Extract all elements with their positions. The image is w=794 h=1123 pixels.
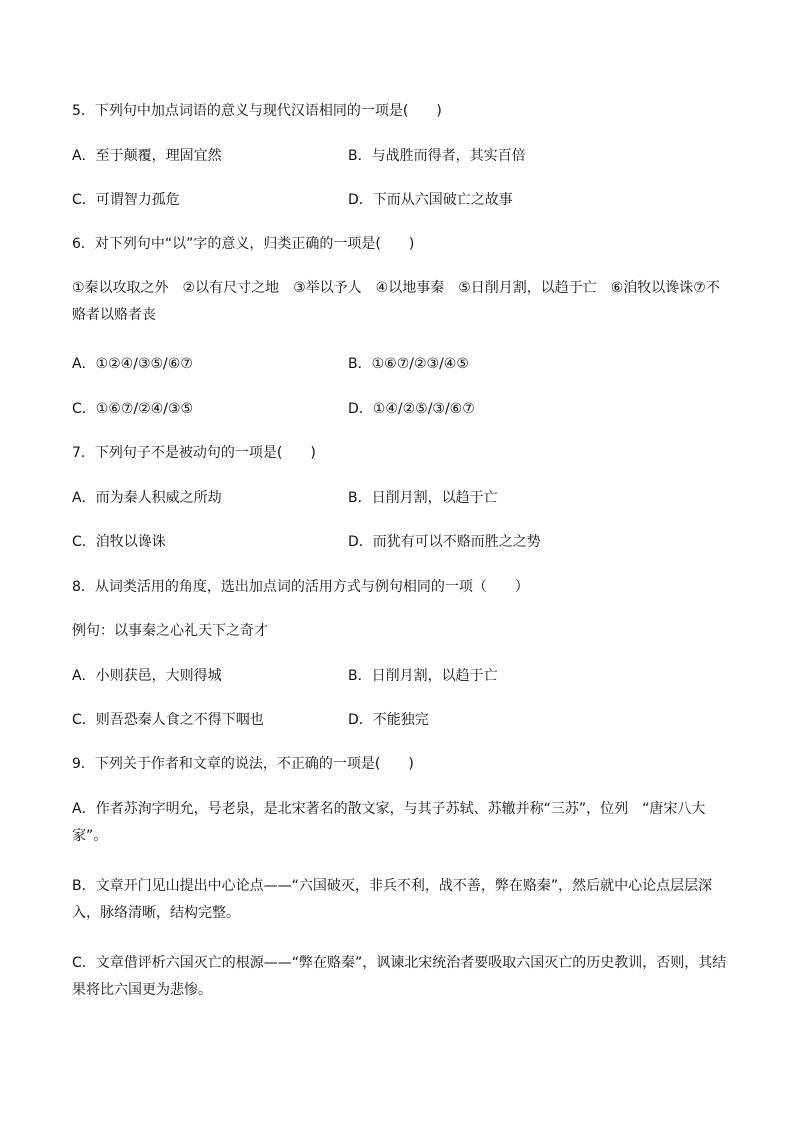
question-8-option-d: D．不能独完 (348, 712, 429, 728)
question-7-option-a: A．而为秦人积威之所劫 (72, 490, 222, 506)
question-7-stem: 7．下列句子不是被动句的一项是( ) (72, 445, 316, 461)
question-9-option-c: C．文章借评析六国灭亡的根源——“弊在赂秦”，讽谏北宋统治者要吸取六国灭亡的历史教训，否则，其结果将比六国更为悲惨。 (72, 955, 727, 998)
question-7-option-b: B．日削月割，以趋于亡 (348, 490, 498, 506)
question-7-option-c: C．洎牧以谗诛 (72, 534, 166, 550)
question-5-option-a: A．至于颠覆，理固宜然 (72, 148, 222, 164)
question-5-stem: 5．下列句中加点词语的意义与现代汉语相同的一项是( ) (72, 103, 442, 119)
question-8-example: 例句：以事秦之心礼天下之奇才 (72, 623, 268, 639)
question-6-option-b: B．①⑥⑦/②③/④⑤ (348, 356, 469, 372)
question-9-option-a: A．作者苏洵字明允，号老泉，是北宋著名的散文家，与其子苏轼、苏辙并称“三苏”，位列 “唐宋八大家”。 (72, 801, 706, 844)
question-6-option-c: C．①⑥⑦/②④/③⑤ (72, 401, 194, 417)
question-5-option-c: C．可谓智力孤危 (72, 192, 180, 208)
question-9-option-b: B．文章开门见山提出中心论点——“六国破灭，非兵不利，战不善，弊在赂秦”，然后就中心论点层层深入，脉络清晰，结构完整。 (72, 878, 713, 921)
question-8-option-b: B．日削月割，以趋于亡 (348, 668, 498, 684)
question-8-option-c: C．则吾恐秦人食之不得下咽也 (72, 712, 264, 728)
question-8-stem: 8．从词类活用的角度，选出加点词的活用方式与例句相同的一项（ ） (72, 579, 529, 595)
question-9-stem: 9．下列关于作者和文章的说法，不正确的一项是( ) (72, 756, 414, 772)
question-5-option-d: D．下而从六国破亡之故事 (348, 192, 513, 208)
question-6-items: ①秦以攻取之外 ②以有尺寸之地 ③举以予人 ④以地事秦 ⑤日削月割，以趋于亡 ⑥洎牧以谗诛⑦不赂者以赂者丧 (72, 280, 720, 323)
question-6-stem: 6．对下列句中“以”字的意义，归类正确的一项是( ) (72, 236, 415, 252)
question-7-option-d: D．而犹有可以不赂而胜之之势 (348, 534, 541, 550)
question-6-option-a: A．①②④/③⑤/⑥⑦ (72, 356, 193, 372)
question-6-option-d: D．①④/②⑤/③/⑥⑦ (348, 401, 475, 417)
question-5-option-b: B．与战胜而得者，其实百倍 (348, 148, 526, 164)
question-8-option-a: A．小则获邑，大则得城 (72, 668, 222, 684)
